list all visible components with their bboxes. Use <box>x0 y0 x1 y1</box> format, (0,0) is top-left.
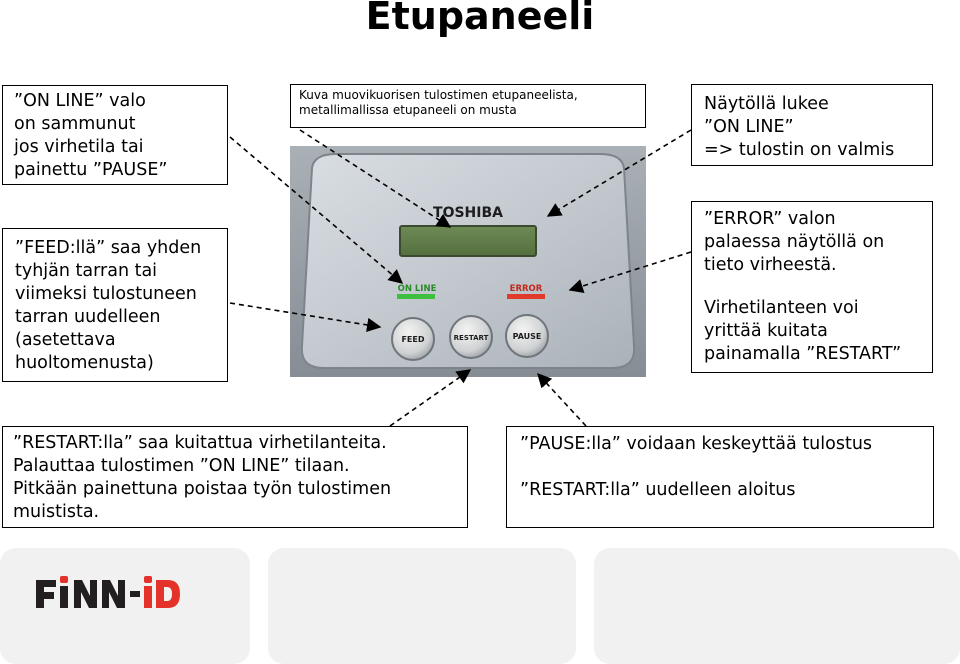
online-led-label: ON LINE <box>397 284 437 294</box>
note-line: tarran uudelleen <box>15 307 161 327</box>
note-line: ”RESTART:lla” uudelleen aloitus <box>520 480 796 500</box>
background-shape-middle <box>268 548 576 664</box>
note-line: yrittää kuitata <box>704 321 828 341</box>
page-title: Etupaneeli <box>365 0 595 38</box>
error-led-label: ERROR <box>509 284 543 294</box>
note-line: tieto virheestä. <box>704 255 837 275</box>
pause-button-label: PAUSE <box>512 332 542 341</box>
arrow-restart <box>390 370 470 426</box>
error-led <box>507 294 545 299</box>
finn-id-logo <box>34 572 184 614</box>
note-line: Virhetilanteen voi <box>704 298 859 318</box>
note-line: painettu ”PAUSE” <box>14 160 168 180</box>
note-line: ”ON LINE” <box>704 117 794 137</box>
display-note <box>691 84 933 166</box>
restart-button-label: RESTART <box>453 334 489 342</box>
note-line: ”ERROR” valon <box>704 209 836 229</box>
caption-line: metallimallissa etupaneeli on musta <box>299 103 517 117</box>
online-led <box>397 294 435 299</box>
feed-button-label: FEED <box>401 335 425 344</box>
printer-front-panel-photo <box>290 146 646 377</box>
note-line: ”FEED:llä” saa yhden <box>15 238 202 258</box>
lcd-display <box>400 226 536 256</box>
note-line: painamalla ”RESTART” <box>704 344 902 364</box>
note-line: Palauttaa tulostimen ”ON LINE” tilaan. <box>13 456 350 476</box>
caption-line: Kuva muovikuorisen tulostimen etupaneelista, <box>299 88 578 102</box>
feed-button-note <box>2 228 228 382</box>
note-line: jos virhetila tai <box>14 137 144 157</box>
background-shape-right <box>594 548 960 664</box>
note-line: on sammunut <box>14 114 136 134</box>
note-line: huoltomenusta) <box>15 353 154 373</box>
note-line: muistista. <box>13 502 100 522</box>
note-line: viimeksi tulostuneen <box>15 284 197 304</box>
restart-button-note <box>2 426 468 528</box>
photo-caption <box>290 84 646 128</box>
note-line: palaessa näytöllä on <box>704 232 885 252</box>
error-light-note <box>691 201 933 373</box>
note-line: Näytöllä lukee <box>704 94 829 114</box>
note-line: tyhjän tarran tai <box>15 261 158 281</box>
brand-label: TOSHIBA <box>433 205 503 221</box>
note-line: Pitkään painettuna poistaa työn tulostimen <box>13 479 392 499</box>
online-light-note <box>2 85 228 185</box>
note-line: (asetettava <box>15 330 116 350</box>
note-line: ”ON LINE” valo <box>14 91 146 111</box>
note-line: ”PAUSE:lla” voidaan keskeyttää tulostus <box>520 434 873 454</box>
arrow-pause <box>538 374 586 426</box>
note-line: ”RESTART:lla” saa kuitattua virhetilanteita. <box>13 433 387 453</box>
pause-button-note <box>506 426 934 528</box>
note-line: => tulostin on valmis <box>704 140 895 160</box>
